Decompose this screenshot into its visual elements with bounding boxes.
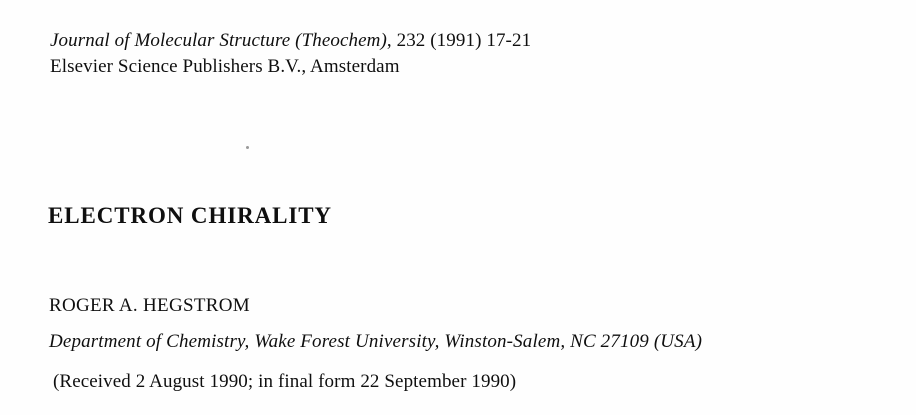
journal-header [50,28,870,80]
journal-citation-line [50,28,870,54]
page-speck [246,146,249,149]
page-title: ELECTRON CHIRALITY [48,203,332,229]
journal-volume-pages: , 232 (1991) 17-21 [386,30,532,51]
received-date-line: (Received 2 August 1990; in final form 22 September 1990) [53,371,517,392]
journal-publisher: Elsevier Science Publishers B.V., Amsterdam [50,56,400,77]
author-affiliation: Department of Chemistry, Wake Forest University, Winston-Salem, NC 27109 (USA) [49,331,703,352]
author-name: ROGER A. HEGSTROM [49,295,250,316]
journal-name: Journal of Molecular Structure (Theochem) [50,30,387,51]
